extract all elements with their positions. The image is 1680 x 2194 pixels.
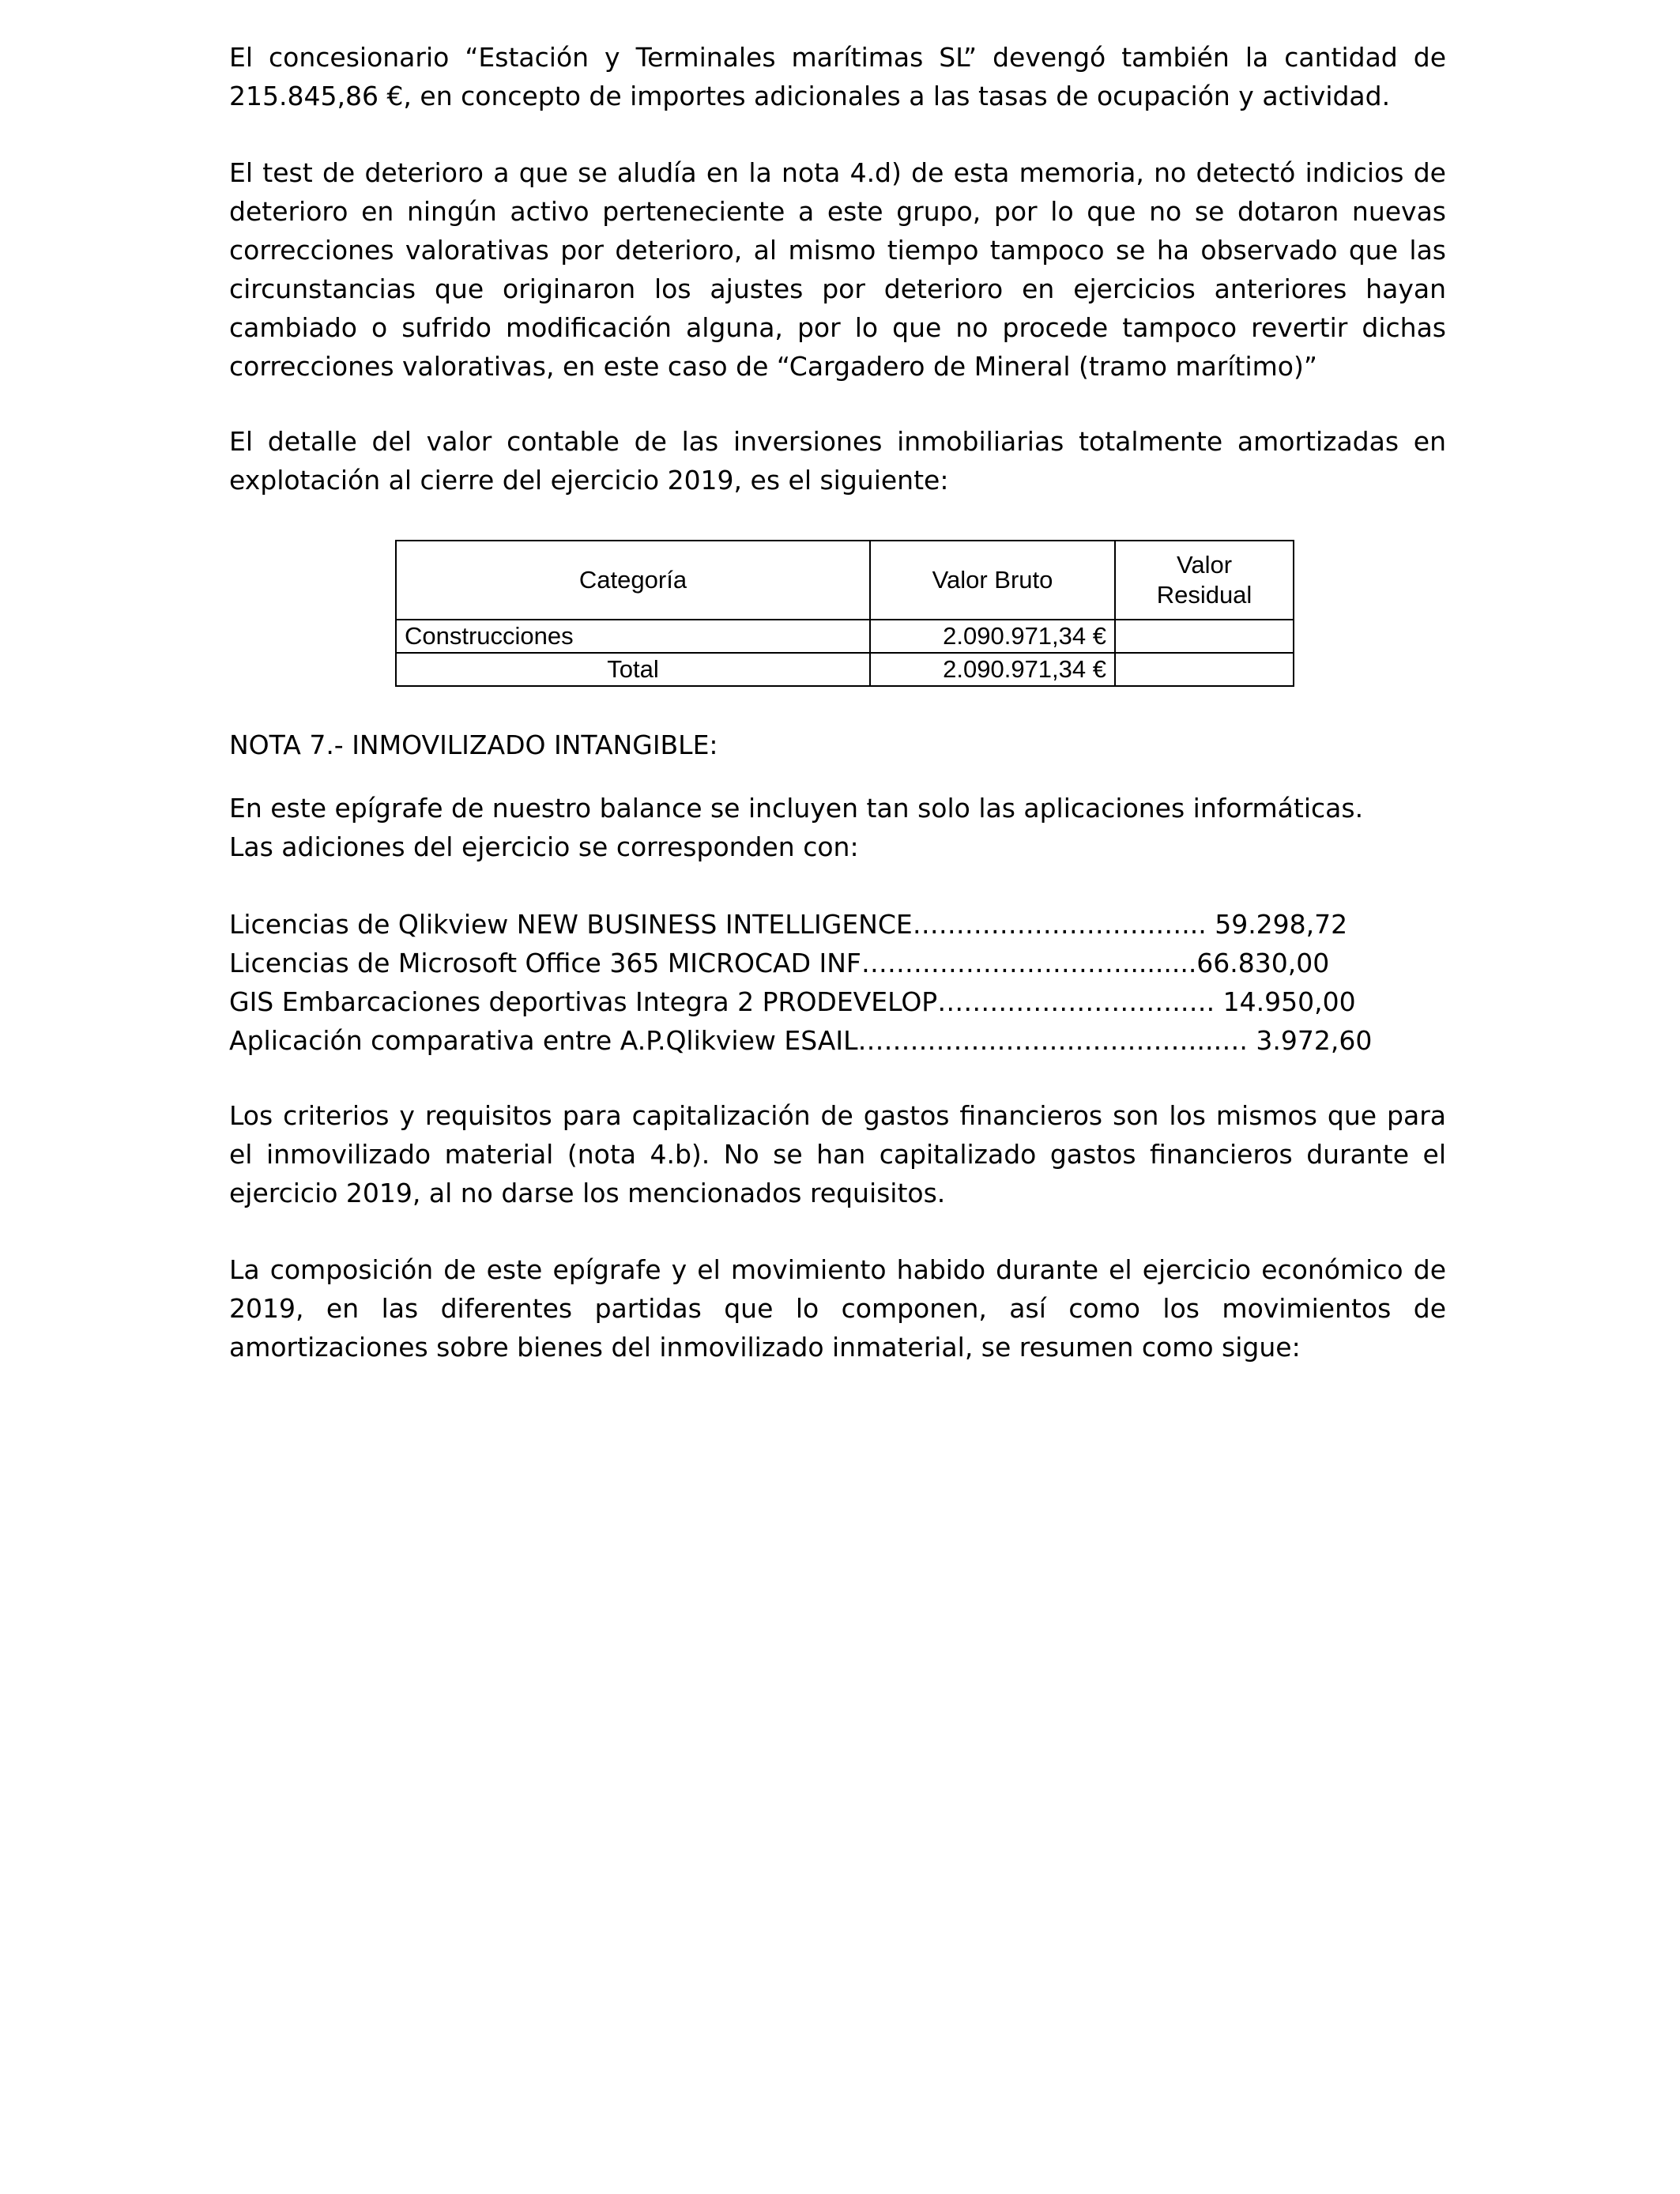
list-item: Licencias de Qlikview NEW BUSINESS INTELLIGENCE……………………….…... 59.298,72 [229, 909, 1348, 940]
cell-total-valor-bruto: 2.090.971,34 € [870, 653, 1115, 686]
section-heading-nota7: NOTA 7.- INMOVILIZADO INTANGIBLE: [229, 729, 718, 760]
list-item: Aplicación comparativa entre A.P.Qlikview ESAIL…………………………………..…. 3.972,60 [229, 1025, 1373, 1056]
paragraph-test-deterioro [229, 153, 1446, 386]
text-line: El test de deterioro a que se aludía en la nota 4.d) de esta memoria, no detectó indicios de [229, 157, 1446, 188]
cell-total-label: Total [396, 653, 870, 686]
cell-valor-residual [1115, 620, 1294, 653]
cell-total-valor-residual [1115, 653, 1294, 686]
additions-list [229, 905, 1372, 1060]
text-line: Los criterios y requisitos para capitalización de gastos financieros son los mismos que para [229, 1100, 1446, 1131]
list-item: GIS Embarcaciones deportivas Integra 2 PRODEVELOP……………………….…. 14.950,00 [229, 986, 1356, 1017]
header-categoria: Categoría [396, 541, 870, 620]
paragraph-concesionario [229, 38, 1446, 115]
text-line: correcciones valorativas, en este caso de “Cargadero de Mineral (tramo marítimo)” [229, 351, 1317, 382]
header-valor-residual-line2: Residual [1156, 581, 1252, 609]
table-row [396, 620, 1294, 653]
list-item: Licencias de Microsoft Office 365 MICROCAD INF………………………….........66.830,00 [229, 948, 1330, 978]
paragraph-epigrafe [229, 789, 1446, 866]
inversiones-table [395, 540, 1294, 687]
header-valor-residual-line1: Valor [1176, 551, 1233, 579]
text-line: La composición de este epígrafe y el movimiento habido durante el ejercicio económico de [229, 1254, 1446, 1285]
text-line: 215.845,86 €, en concepto de importes adicionales a las tasas de ocupación y actividad. [229, 81, 1391, 111]
text-line: 2019, en las diferentes partidas que lo componen, así como los movimientos de [229, 1293, 1446, 1324]
cell-categoria: Construcciones [396, 620, 870, 653]
text-line: correcciones valorativas por deterioro, al mismo tiempo tampoco se ha observado que las [229, 235, 1446, 266]
text-line: El concesionario “Estación y Terminales marítimas SL” devengó también la cantidad de [229, 42, 1446, 73]
table-row-total [396, 653, 1294, 686]
text-line: deterioro en ningún activo perteneciente a este grupo, por lo que no se dotaron nuevas [229, 196, 1446, 227]
header-valor-bruto: Valor Bruto [870, 541, 1115, 620]
text-line: En este epígrafe de nuestro balance se incluyen tan solo las aplicaciones informáticas. [229, 793, 1364, 824]
text-line: explotación al cierre del ejercicio 2019, es el siguiente: [229, 465, 949, 496]
text-line: circunstancias que originaron los ajustes por deterioro en ejercicios anteriores hayan [229, 273, 1446, 304]
text-line: el inmovilizado material (nota 4.b). No se han capitalizado gastos financieros durante el [229, 1139, 1446, 1170]
table-header-row [396, 541, 1294, 620]
paragraph-detalle-valor [229, 422, 1446, 499]
text-line: El detalle del valor contable de las inversiones inmobiliarias totalmente amortizadas en [229, 426, 1446, 457]
text-line: Las adiciones del ejercicio se corresponden con: [229, 831, 859, 862]
header-valor-residual [1115, 541, 1294, 620]
paragraph-criterios [229, 1096, 1446, 1212]
text-line: amortizaciones sobre bienes del inmovilizado inmaterial, se resumen como sigue: [229, 1332, 1301, 1363]
paragraph-composicion [229, 1250, 1446, 1367]
text-line: cambiado o sufrido modificación alguna, por lo que no procede tampoco revertir dichas [229, 312, 1446, 343]
cell-valor-bruto: 2.090.971,34 € [870, 620, 1115, 653]
text-line: ejercicio 2019, al no darse los mencionados requisitos. [229, 1178, 946, 1208]
